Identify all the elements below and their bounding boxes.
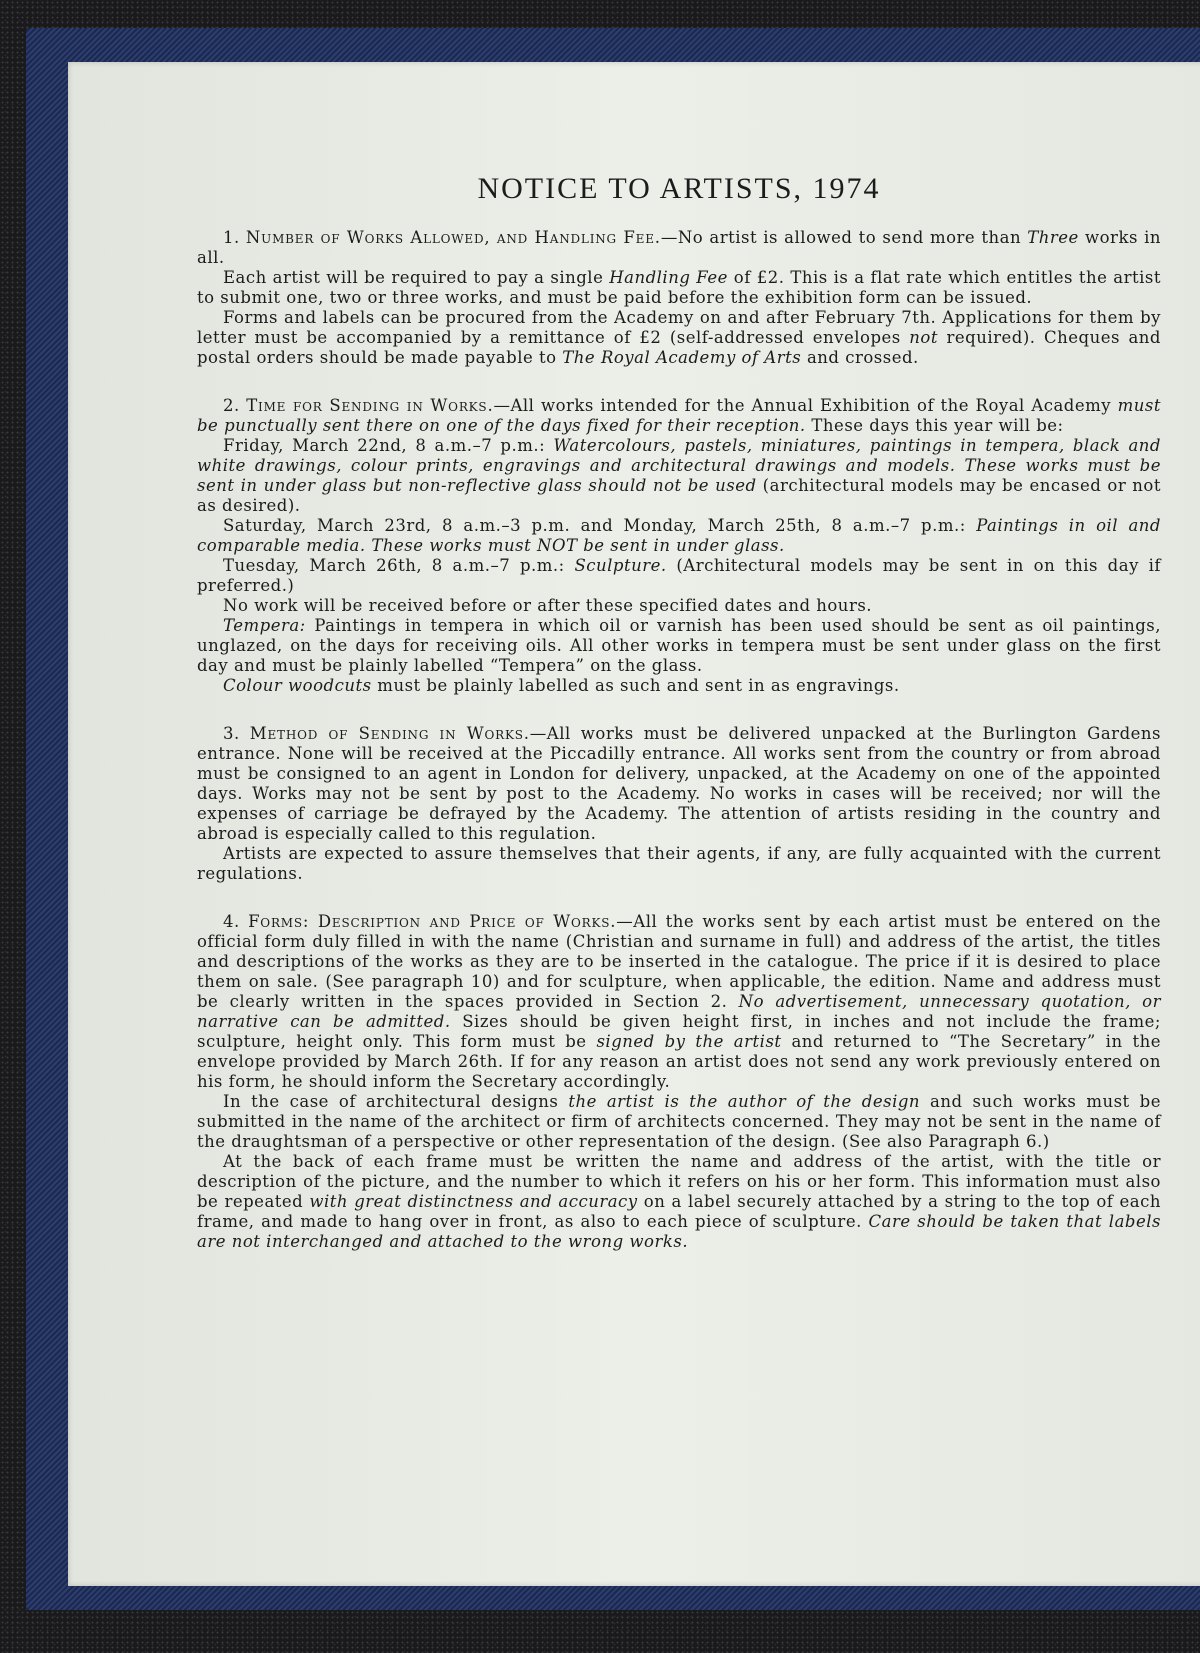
paragraph [197, 516, 1161, 556]
text-run: Sizes should be given height first, in inches and not include the frame; sculpture, height only. This form must be [197, 1012, 1161, 1051]
text-run: must be plainly labelled as such and sent in as engravings. [371, 676, 900, 695]
text-run: of £2. This is a flat rate which entitles the artist to submit one, two or three works, and must be paid before the exhibition form can be issued. [197, 268, 1161, 307]
italic-run: Colour woodcuts [223, 676, 372, 695]
section-2 [197, 396, 1161, 696]
paragraph [197, 308, 1161, 368]
text-run: on a label securely attached by a string to the top of each frame, and made to hang over in front, as also to each piece of sculpture. [197, 1192, 1161, 1231]
italic-run: Handling Fee [609, 268, 728, 287]
page-title: NOTICE TO ARTISTS, 1974 [477, 172, 881, 205]
text-run: —All works must be delivered unpacked at the Burlington Gardens entrance. None will be received at the Piccadilly entrance. All works sent from the country or from abroad must be consigned to an agent in London for delivery, unpacked, at the Academy on one of the appointed days. Works may not be sent by post to the Academy. No works in cases will be received; nor will the expenses of carriage be defrayed by the Academy. The attention of artists residing in the country and abroad is especially called to this regulation. [197, 724, 1161, 843]
text-run: No work will be received before or after these specified dates and hours. [223, 596, 873, 615]
text-run: works in all. [197, 228, 1161, 267]
paragraph [197, 1152, 1161, 1252]
section-heading: Number of Works Allowed, and Handling Fee. [245, 228, 661, 247]
section-number: 2. [223, 396, 247, 415]
text-run: (Architectural models may be sent in on this day if preferred.) [197, 556, 1161, 595]
text-run: Paintings in tempera in which oil or varnish has been used should be sent as oil paintings, unglazed, on the days for receiving oils. All other works in tempera must be sent under glass on the first day and must be plainly labelled “Tempera” on the glass. [197, 616, 1161, 675]
text-run: At the back of each frame must be written the name and address of the artist, with the title or description of the picture, and the number to which it refers on his or her form. This information must also be repeated [197, 1152, 1161, 1211]
paragraph [197, 616, 1161, 676]
text-run: Tuesday, March 26th, 8 a.m.–7 p.m.: [223, 556, 575, 575]
text-run: In the case of architectural designs [223, 1092, 569, 1111]
paragraph [197, 724, 1161, 844]
paragraph [197, 844, 1161, 884]
text-run: —All works intended for the Annual Exhibition of the Royal Academy [493, 396, 1118, 415]
italic-run: No advertisement, unnecessary quotation, or narrative can be admitted. [197, 992, 1161, 1031]
italic-run: Three [1027, 228, 1079, 247]
italic-run: Tempera: [223, 616, 306, 635]
text-run: —All the works sent by each artist must be entered on the official form duly filled in with the name (Christian and surname in full) and address of the artist, the titles and descriptions of the works as they are to be inserted in the catalogue. The price if it is desired to place them on sale. (See paragraph 10) and for sculpture, when applicable, the edition. Name and address must be clearly written in the spaces provided in Section 2. [197, 912, 1161, 1011]
italic-run: Sculpture. [574, 556, 667, 575]
section-3 [197, 724, 1161, 884]
section-heading: Method of Sending in Works. [249, 724, 530, 743]
section-number: 3. [223, 724, 250, 743]
italic-run: must be punctually sent there on one of the days fixed for their reception. [197, 396, 1161, 435]
italic-run: signed by the artist [596, 1032, 782, 1051]
section-heading: Time for Sending in Works. [246, 396, 494, 415]
paragraph [197, 1092, 1161, 1152]
italic-run: Care should be taken that labels are not interchanged and attached to the wrong works. [197, 1212, 1161, 1251]
paragraph [197, 596, 1161, 616]
text-run: Saturday, March 23rd, 8 a.m.–3 p.m. and Monday, March 25th, 8 a.m.–7 p.m.: [223, 516, 977, 535]
italic-run: The Royal Academy of Arts [562, 348, 802, 367]
text-run: Each artist will be required to pay a single [223, 268, 610, 287]
text-run: (architectural models may be encased or not as desired). [197, 476, 1161, 515]
text-run: Friday, March 22nd, 8 a.m.–7 p.m.: [223, 436, 554, 455]
italic-run: not [909, 328, 938, 347]
italic-run: with great distinctness and accuracy [309, 1192, 638, 1211]
italic-run: Paintings in oil and comparable media. These works must NOT be sent in under glass. [197, 516, 1161, 555]
text-run: These days this year will be: [805, 416, 1064, 435]
sections-container [197, 228, 1161, 1252]
notice-content [197, 172, 1161, 1280]
paragraph [197, 396, 1161, 436]
section-heading: Forms: Description and Price of Works. [248, 912, 617, 931]
section-4 [197, 912, 1161, 1252]
text-run: and such works must be submitted in the name of the architect or firm of architects concerned. They may not be sent in the name of the draughtsman of a perspective or other representation of the design. (See also Paragraph 6.) [197, 1092, 1161, 1151]
paragraph [197, 912, 1161, 1092]
paragraph [197, 556, 1161, 596]
text-run: —No artist is allowed to send more than [660, 228, 1028, 247]
section-1 [197, 228, 1161, 368]
paragraph [197, 268, 1161, 308]
paragraph [197, 676, 1161, 696]
text-run: required). Cheques and postal orders should be made payable to [197, 328, 1161, 367]
text-run: and crossed. [801, 348, 919, 367]
italic-run: Watercolours, pastels, miniatures, paintings in tempera, black and white drawings, colour prints, engravings and architectural drawings and models. These works must be sent in under glass but non-reflective glass should not be used [197, 436, 1161, 495]
section-number: 4. [223, 912, 249, 931]
section-number: 1. [223, 228, 246, 247]
italic-run: the artist is the author of the design [568, 1092, 921, 1111]
text-run: Artists are expected to assure themselves that their agents, if any, are fully acquainted with the current regulations. [197, 844, 1161, 883]
paragraph [197, 436, 1161, 516]
text-run: Forms and labels can be procured from the Academy on and after February 7th. Applications for them by letter must be accompanied by a remittance of £2 (self-addressed envelopes [197, 308, 1161, 347]
text-run: and returned to “The Secretary” in the envelope provided by March 26th. If for any reason an artist does not send any work previously entered on his form, he should inform the Secretary accordingly. [197, 1032, 1161, 1091]
paragraph [197, 228, 1161, 268]
